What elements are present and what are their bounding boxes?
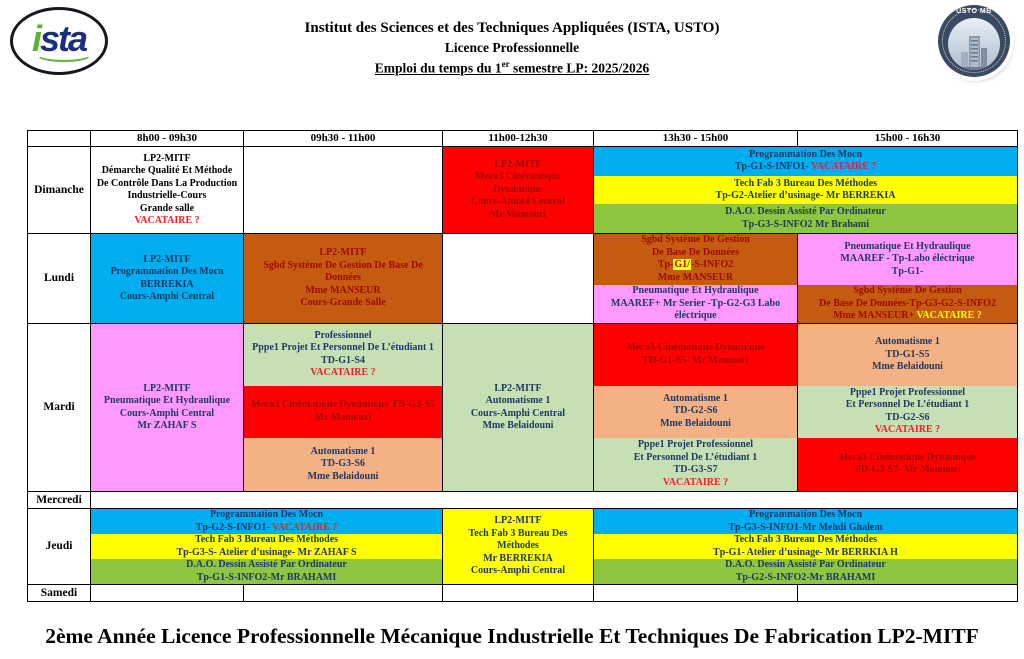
ista-logo-swoosh-icon: [35, 46, 93, 62]
ista-logo-text: ista: [31, 18, 87, 59]
course-cell-lundi-1500: [798, 234, 1018, 324]
course-cell-lundi-1330: [594, 234, 798, 324]
day-label-mercredi: Mercredi: [28, 492, 91, 509]
course-cell-dimanche-0800: LP2-MITF Démarche Qualité Et Méthode De Contrôle Dans La Production Industrielle-Cours Grande salle VACATAIRE ?: [91, 147, 244, 234]
time-header-1500: 15h00 - 16h30: [798, 131, 1018, 147]
course-cell-mardi-0930: [244, 324, 443, 492]
usto-seal: [938, 5, 1010, 77]
empty-row-mercredi: [91, 492, 1018, 509]
ista-logo: [10, 7, 108, 75]
empty-cell-samedi-1330: [594, 585, 798, 602]
band-mardi-0930-meca3: Meca3 Cinématique Dynamique TD-G2-S5 Mr Mamouri: [244, 386, 442, 438]
band-dimanche-dao: D.A.O. Dessin Assisté Par Ordinateur Tp-G3-S-INFO2 Mr Brahami: [594, 204, 1017, 233]
band-mardi-1500-automatisme: Automatisme 1 TD-G1-S5 Mme Belaidouni: [798, 324, 1017, 386]
program-title: Licence Professionnelle: [444, 40, 580, 55]
band-mardi-1330-pppe1: Pppe1 Projet Professionnel Et Personnel De L’étudiant 1 TD-G3-S7 VACATAIRE ?: [594, 438, 797, 491]
course-cell-lundi-0800: LP2-MITF Programmation Des Mocn BERREKIA Cours-Amphi Central: [91, 234, 244, 324]
day-label-mardi: Mardi: [28, 324, 91, 492]
band-jeudi-am-mocn: Programmation Des Mocn Tp-G2-S-INFO1- VACATAIRE ?: [91, 509, 442, 534]
course-cell-lundi-0930: LP2-MITF Sgbd Système De Gestion De Base De Données Mme MANSEUR Cours-Grande Salle: [244, 234, 443, 324]
band-jeudi-am-dao: D.A.O. Dessin Assisté Par Ordinateur Tp-G1-S-INFO2-Mr BRAHAMI: [91, 559, 442, 584]
empty-cell-samedi-0930: [244, 585, 443, 602]
band-dimanche-mocn: Programmation Des Mocn Tp-G1-S-INFO1- VACATAIRE ?: [594, 147, 1017, 176]
course-cell-jeudi-1100: LP2-MITF Tech Fab 3 Bureau Des Méthodes Mr BERREKIA Cours-Amphi Central: [443, 509, 594, 585]
band-lundi-1330-sgbd: Sgbd Système De Gestion De Base De Données Tp-G1/-S-INFO2 Mme MANSEUR: [594, 234, 797, 285]
day-label-dimanche: Dimanche: [28, 147, 91, 234]
band-jeudi-am-techfab: Tech Fab 3 Bureau Des Méthodes Tp-G3-S- Atelier d’usinage- Mr ZAHAF S: [91, 534, 442, 559]
time-header-0930: 09h30 - 11h00: [244, 131, 443, 147]
time-header-1330: 13h30 - 15h00: [594, 131, 798, 147]
time-header-0800: 8h00 - 09h30: [91, 131, 244, 147]
corner-cell: [28, 131, 91, 147]
day-label-samedi: Samedi: [28, 585, 91, 602]
band-jeudi-pm-techfab: Tech Fab 3 Bureau Des Méthodes Tp-G1- Atelier d’usinage- Mr BERRKIA H: [594, 534, 1017, 559]
band-mardi-1500-meca3: Meca3 Cinématique Dynamique TD-G3-S7- Mr Mamouri: [798, 438, 1017, 491]
time-header-1100: 11h00-12h30: [443, 131, 594, 147]
empty-cell-samedi-1100: [443, 585, 594, 602]
band-lundi-1500-pneumatique: Pneumatique Et Hydraulique MAAREF - Tp-Labo éléctrique Tp-G1-: [798, 234, 1017, 285]
empty-cell-dimanche-0930: [244, 147, 443, 234]
empty-cell-samedi-0800: [91, 585, 244, 602]
course-cell-jeudi-pm: [594, 509, 1018, 585]
document-header: [0, 0, 1024, 77]
band-lundi-1330-pneumatique: Pneumatique Et Hydraulique MAAREF+ Mr Serier -Tp-G2-G3 Labo éléctrique: [594, 285, 797, 323]
schedule-title: Emploi du temps du 1er semestre LP: 2025/2026: [374, 59, 650, 76]
band-mardi-0930-pppe1: Professionnel Pppe1 Projet Et Personnel De L’étudiant 1 TD-G1-S4 VACATAIRE ?: [244, 324, 442, 386]
course-cell-mardi-1330: [594, 324, 798, 492]
day-label-jeudi: Jeudi: [28, 509, 91, 585]
course-cell-mardi-0800: LP2-MITF Pneumatique Et Hydraulique Cours-Amphi Central Mr ZAHAF S: [91, 324, 244, 492]
class-title: 2ème Année Licence Professionnelle Mécanique Industrielle Et Techniques De Fabrication LP2-MITF: [45, 624, 979, 648]
course-cell-mardi-1100: LP2-MITF Automatisme 1 Cours-Amphi Central Mme Belaidouni: [443, 324, 594, 492]
band-mardi-0930-automatisme: Automatisme 1 TD-G3-S6 Mme Belaidouni: [244, 438, 442, 491]
band-dimanche-techfab: Tech Fab 3 Bureau Des Méthodes Tp-G2-Atelier d’usinage- Mr BERREKIA: [594, 176, 1017, 205]
band-jeudi-pm-mocn: Programmation Des Mocn Tp-G3-S-INFO1-Mr Mehdi Ghalem: [594, 509, 1017, 534]
timetable: [27, 130, 1018, 602]
day-label-lundi: Lundi: [28, 234, 91, 324]
empty-cell-samedi-1500: [798, 585, 1018, 602]
course-cell-dimanche-1100: LP2-MITF Meca3 Cinématique Dynamique Cours-Amphi Central Mr Mamouri: [443, 147, 594, 234]
seal-text: USTO MB: [956, 8, 992, 15]
band-mardi-1330-automatisme: Automatisme 1 TD-G2-S6 Mme Belaidouni: [594, 386, 797, 438]
course-cell-mardi-1500: [798, 324, 1018, 492]
band-jeudi-pm-dao: D.A.O. Dessin Assisté Par Ordinateur Tp-G2-S-INFO2-Mr BRAHAMI: [594, 559, 1017, 584]
course-cell-jeudi-am: [91, 509, 443, 585]
seal-ring-icon: [942, 9, 1006, 73]
course-cell-dimanche-pm: [594, 147, 1018, 234]
band-lundi-1500-sgbd: Sgbd Système De Gestion De Base De Données-Tp-G3-G2-S-INFO2 Mme MANSEUR+ VACATAIRE ?: [798, 285, 1017, 323]
band-mardi-1500-pppe1: Pppe1 Projet Professionnel Et Personnel De L’étudiant 1 TD-G2-S6 VACATAIRE ?: [798, 386, 1017, 438]
band-mardi-1330-meca3: Meca3-Cinématique Dynamique TD-G1-S5- Mr Mamouri: [594, 324, 797, 386]
empty-cell-lundi-1100: [443, 234, 594, 324]
institute-title: Institut des Sciences et des Techniques Appliquées (ISTA, USTO): [304, 20, 720, 36]
